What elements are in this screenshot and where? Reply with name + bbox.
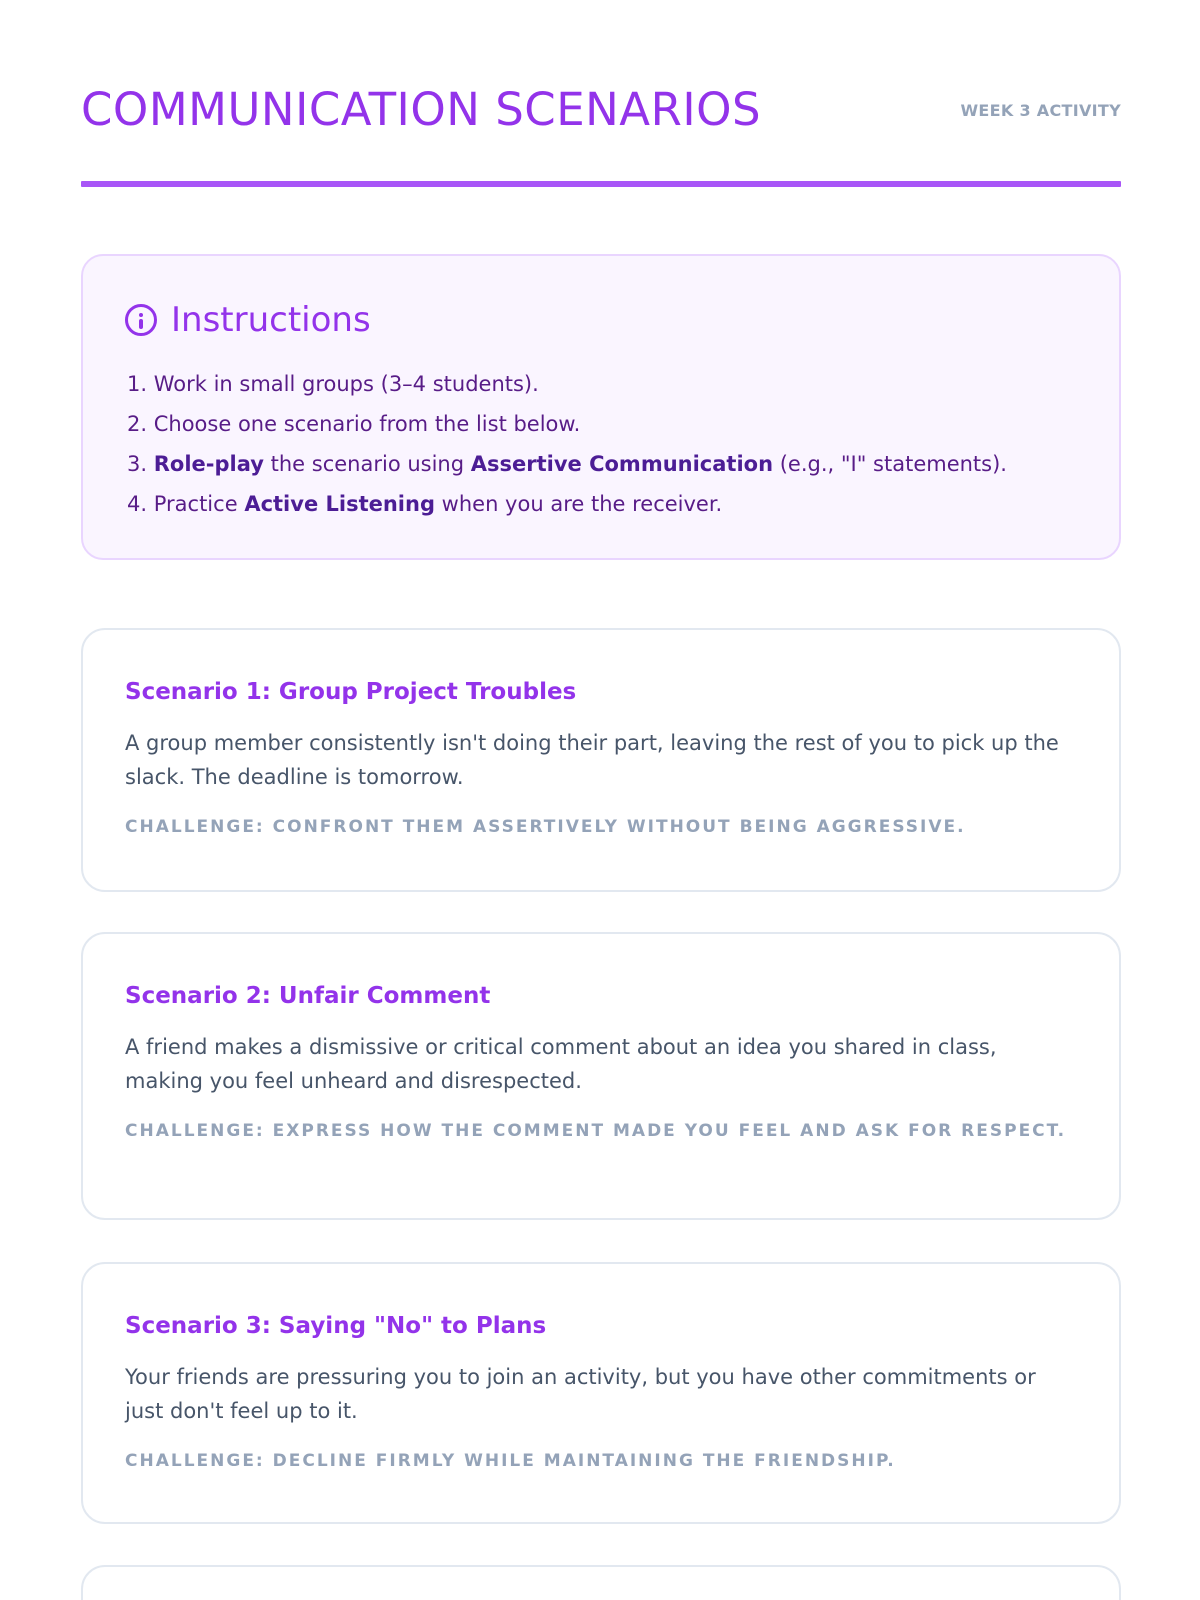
scenario-card-4: [81, 1565, 1121, 1600]
instruction-item: [127, 444, 1077, 484]
instruction-item: [127, 364, 1077, 404]
instruction-number: 1.: [127, 372, 148, 396]
instructions-list: [127, 364, 1077, 524]
scenario-description: A group member consistently isn't doing their part, leaving the rest of you to pick up the slack. The deadline is tomorrow.: [125, 731, 1059, 789]
header-divider: [81, 181, 1121, 187]
scenario-title: Scenario 3: Saying "No" to Plans: [125, 1313, 547, 1339]
instructions-panel: [81, 254, 1121, 560]
instruction-text: the scenario using: [270, 452, 465, 476]
instruction-text: when you are the receiver.: [441, 492, 723, 516]
instruction-bold: Role-play: [153, 452, 264, 476]
scenario-challenge: CHALLENGE: DECLINE FIRMLY WHILE MAINTAINING THE FRIENDSHIP.: [125, 1451, 896, 1471]
scenario-description: A friend makes a dismissive or critical comment about an idea you shared in class, making you feel unheard and disrespected.: [125, 1035, 997, 1093]
scenario-card-2: [81, 932, 1121, 1220]
instruction-number: 4.: [127, 492, 148, 516]
instruction-item: [127, 404, 1077, 444]
week-label: WEEK 3 ACTIVITY: [960, 101, 1121, 120]
scenario-card-1: [81, 628, 1121, 892]
instruction-text: Work in small groups (3–4 students).: [153, 372, 539, 396]
instruction-bold: Assertive Communication: [470, 452, 774, 476]
info-icon: [125, 304, 157, 336]
scenario-card-3: [81, 1262, 1121, 1524]
instructions-header: [125, 300, 371, 340]
instruction-number: 3.: [127, 452, 148, 476]
instruction-number: 2.: [127, 412, 148, 436]
scenario-challenge: CHALLENGE: CONFRONT THEM ASSERTIVELY WITHOUT BEING AGGRESSIVE.: [125, 817, 966, 837]
instructions-title: Instructions: [171, 300, 371, 340]
scenario-title: Scenario 2: Unfair Comment: [125, 983, 491, 1009]
page-title: COMMUNICATION SCENARIOS: [81, 83, 762, 136]
instruction-bold: Active Listening: [244, 492, 435, 516]
scenario-challenge: CHALLENGE: EXPRESS HOW THE COMMENT MADE YOU FEEL AND ASK FOR RESPECT.: [125, 1121, 1067, 1141]
scenario-title: Scenario 1: Group Project Troubles: [125, 679, 577, 705]
instruction-text: Practice: [153, 492, 238, 516]
instruction-text: Choose one scenario from the list below.: [153, 412, 581, 436]
scenario-description: Your friends are pressuring you to join an activity, but you have other commitments or just don't feel up to it.: [125, 1365, 1036, 1423]
page-header: [81, 82, 1121, 144]
instruction-text: (e.g., "I" statements).: [779, 452, 1007, 476]
instruction-item: [127, 484, 1077, 524]
